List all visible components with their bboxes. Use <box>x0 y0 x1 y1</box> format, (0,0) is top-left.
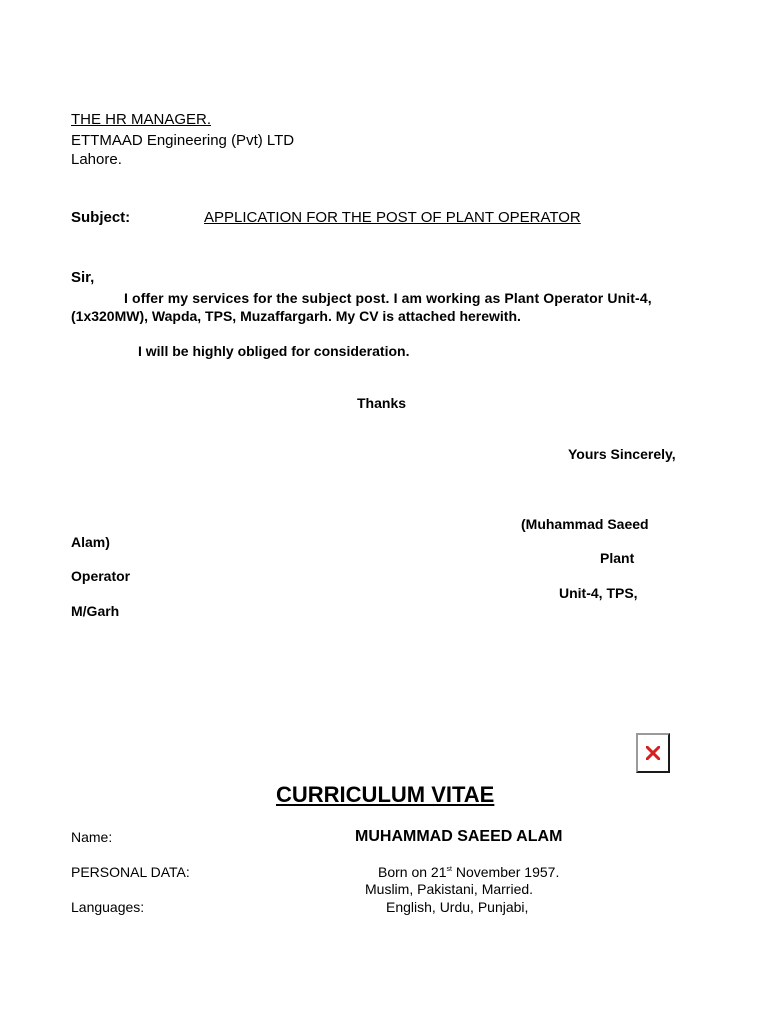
cv-personal-label: PERSONAL DATA: <box>71 864 190 880</box>
cv-name-value: MUHAMMAD SAEED ALAM <box>355 828 563 845</box>
broken-image-placeholder <box>636 733 670 773</box>
signature-location-part-1: Unit-4, TPS, <box>559 585 638 601</box>
cv-personal-born <box>378 865 559 879</box>
paragraph-1-line-2: (1x320MW), Wapda, TPS, Muzaffargarh. My CV is attached herewith. <box>71 308 521 324</box>
broken-image-red-x-icon <box>646 746 660 760</box>
cv-born-ordinal: st <box>446 866 452 873</box>
recipient-city: Lahore. <box>71 151 122 168</box>
paragraph-1-line-1: I offer my services for the subject post. I am working as Plant Operator Unit-4, <box>124 290 652 306</box>
cv-born-suffix: November 1957. <box>451 864 560 880</box>
subject-text: APPLICATION FOR THE POST OF PLANT OPERATOR <box>204 209 581 226</box>
signature-role-part-1: Plant <box>600 550 635 566</box>
closing-text: Yours Sincerely, <box>568 446 676 462</box>
paragraph-2: I will be highly obliged for consideration. <box>138 343 410 359</box>
salutation: Sir, <box>71 269 95 286</box>
cv-born-prefix: Born on 21 <box>378 864 447 880</box>
signature-name-part-1: (Muhammad Saeed <box>521 516 649 532</box>
cv-languages-label: Languages: <box>71 899 145 915</box>
subject-label: Subject: <box>71 209 131 226</box>
signature-location-part-2: M/Garh <box>71 603 120 619</box>
signature-name-part-2: Alam) <box>71 534 110 550</box>
thanks-text: Thanks <box>357 395 407 411</box>
cv-languages-value: English, Urdu, Punjabi, <box>386 899 529 915</box>
recipient-company: ETTMAAD Engineering (Pvt) LTD <box>71 132 295 149</box>
recipient-title: THE HR MANAGER. <box>71 111 212 128</box>
signature-role-part-2: Operator <box>71 568 131 584</box>
cv-personal-line-2: Muslim, Pakistani, Married. <box>365 881 534 897</box>
cv-title: CURRICULUM VITAE <box>276 782 495 807</box>
cv-name-label: Name: <box>71 829 113 845</box>
